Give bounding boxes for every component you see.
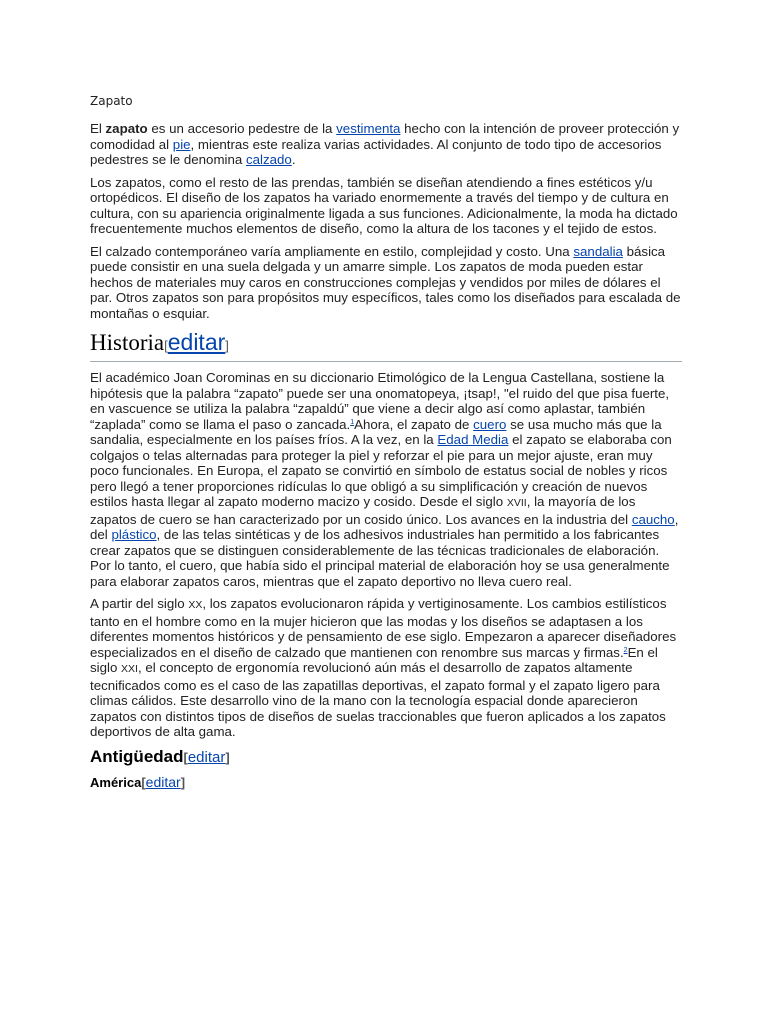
intro-paragraph-2: Los zapatos, como el resto de las prendas, también se diseñan atendiendo a fines estéticos y/u ortopédicos. El diseño de los zapatos ha variado enormemente a través del tiempo y de cultura en cultura, con su apariencia originalmente ligada a sus funciones. Adicionalmente, la moda ha dictado frecuentemente muchos elementos de diseño, como la altura de los tacones y el tejido de estos. [90, 174, 678, 236]
link-pie[interactable]: pie [172, 136, 191, 152]
edit-link-america[interactable]: editar [145, 773, 181, 790]
link-vestimenta[interactable]: vestimenta [336, 121, 401, 136]
link-calzado[interactable]: calzado [245, 152, 292, 167]
link-cuero[interactable]: cuero [473, 416, 507, 432]
link-plastico[interactable]: plástico [111, 527, 157, 542]
edit-link-historia[interactable]: editar [167, 329, 226, 355]
document-title: Zapato [90, 94, 133, 108]
link-caucho[interactable]: caucho [631, 511, 675, 527]
bold-term: zapato [105, 121, 148, 136]
reference-2[interactable]: 2 [623, 646, 628, 654]
reference-1[interactable]: 1 [350, 418, 355, 426]
edit-link-antiguedad[interactable]: editar [187, 748, 226, 766]
link-edad-media[interactable]: Edad Media [437, 432, 509, 447]
historia-paragraph-2: A partir del siglo XX, los zapatos evolucionaron rápida y vertiginosamente. Los cambios estilísticos tanto en el hombre como en la mujer hicieron que las modas y los diseños se adaptasen a los diferentes momentos históricos y de pensamiento de ese siglo. Empezaron a aparecer diseñadores especializados en el diseño de calzado que mantienen con renombre sus marcas y firmas.$^2$En el siglo XXI, el concepto de ergonomía revolucionó aún más el desarrollo de zapatos altamente tecnificados como es el caso de las zapatillas deportivas, el zapato formal y el zapato ligero para climas cálidos. Este desarrollo vino de la mano con la tecnología espacial donde aparecieron zapatos con distintos tipos de diseños de suelas traccionables que fueron aplicados a los zapatos deportivos de alta gama. [90, 596, 677, 739]
intro-paragraph-3: El calzado contemporáneo varía ampliamente en estilo, complejidad y costo. Una sandalia básica puede consistir en una suela delgada y un amarre simple. Los zapatos de moda pueden estar hechos de materiales muy caros en construcciones complejas y vendidos por miles de dólares el par. Otros zapatos son para propósitos muy específicos, tales como los diseñados para escalada de montañas o esquiar. [90, 243, 681, 321]
link-sandalia[interactable]: sandalia [573, 243, 623, 259]
section-heading-america: América[editar] [90, 773, 186, 790]
historia-paragraph-1: El académico Joan Corominas en su diccionario Etimológico de la Lengua Castellana, sostiene la hipótesis que la palabra “zapato” puede ser una onomatopeya, ¡tsap!, "el ruido del que pisa fuerte, en vascuence se utiliza la palabra “zapaldú” que viene a decir algo así como aplastar, también “zaplada” como se llama el paso o zancada.$^1$Ahora, el zapato de cuero se usa mucho más que la sandalia, especialmente en los países fríos. A la vez, en la Edad Media el zapato se elaboraba con colgajos o telas alternadas para proteger la piel y reforzar el pie para un mejor ajuste, eran muy poco funcionales. En Europa, el zapato se convirtió en símbolo de estatus social de nobles y ricos pero llegó a tener proporciones ridículas lo que obligó a su simplificación y creación de nuevos estilos hasta llegar al zapato moderno macizo y cosido. Desde el siglo XVII, la mayoría de los zapatos de cuero se han caracterizado por un cosido único. Los avances en la industria del caucho, del plástico, de las telas sintéticas y de los adhesivos industriales han permitido a los fabricantes crear zapatos que se distinguen considerablemente de las técnicas tradicionales de elaboración. Por lo tanto, el cuero, que había sido el principal material de elaboración hoy se usa generalmente para elaborar zapatos caros, mientras que el zapato deportivo no lleva cuero real. [90, 370, 679, 589]
article-body [90, 121, 682, 791]
section-heading-antiguedad: Antigüedad[editar] [90, 746, 230, 766]
section-heading-historia: Historia[editar] [90, 329, 682, 362]
intro-paragraph-1: El zapato es un accesorio pedestre de la vestimenta hecho con la intención de proveer protección y comodidad al pie, mientras este realiza varias actividades. Al conjunto de todo tipo de accesorios pedestres se le denomina calzado. [90, 121, 680, 167]
